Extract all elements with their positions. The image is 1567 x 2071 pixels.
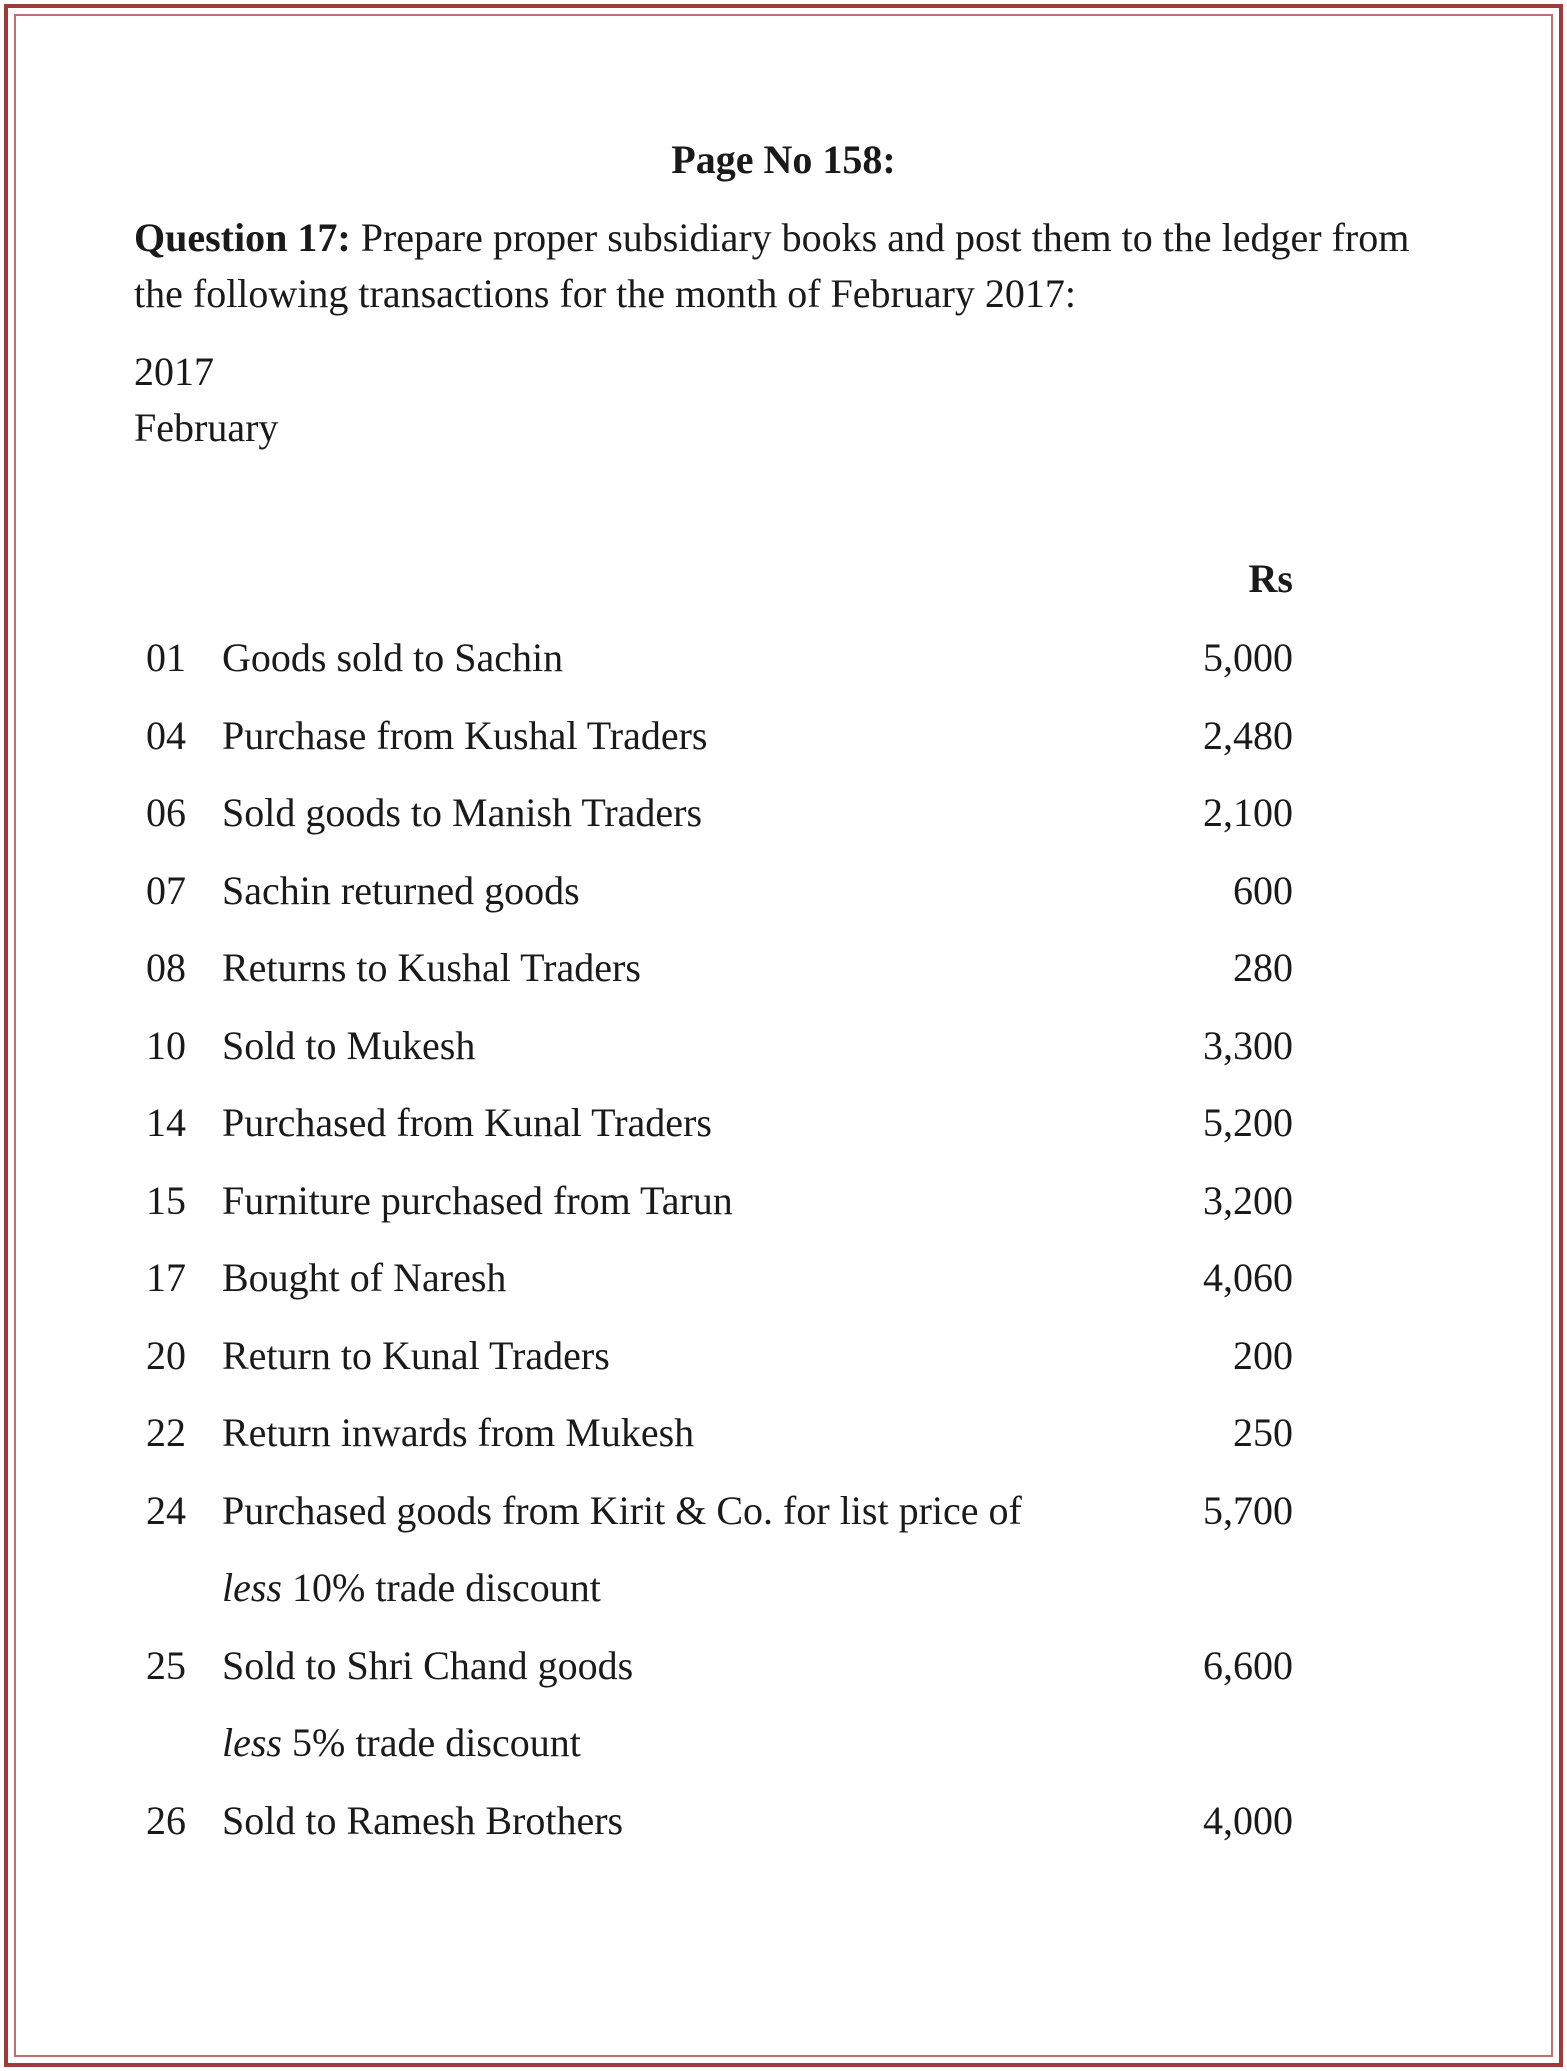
transaction-amount: 3,200 bbox=[1203, 1177, 1293, 1223]
transaction-description: Purchased from Kunal Traders bbox=[222, 1100, 712, 1145]
transaction-day: 08 bbox=[146, 945, 186, 990]
transaction-description: Furniture purchased from Tarun bbox=[222, 1177, 733, 1223]
transaction-row bbox=[0, 630, 1567, 708]
transaction-description: Sachin returned goods bbox=[222, 867, 580, 913]
transaction-description: Goods sold to Sachin bbox=[222, 635, 564, 680]
transaction-row bbox=[0, 940, 1567, 1018]
transaction-description: Sold to Shri Chand goods bbox=[222, 1642, 634, 1688]
currency-header: Rs bbox=[1248, 556, 1293, 601]
transaction-row bbox=[0, 1793, 1567, 1871]
transaction-day: 22 bbox=[146, 1410, 186, 1455]
question-body: Prepare proper subsidiary books and post them to the ledger from the following transactions for the month of February 2017: bbox=[134, 215, 1410, 316]
transaction-day: 20 bbox=[146, 1332, 186, 1378]
discount-text: 10% trade discount bbox=[282, 1565, 601, 1610]
transaction-day: 01 bbox=[146, 635, 186, 680]
transaction-amount: 5,000 bbox=[1203, 635, 1293, 680]
transaction-subline bbox=[0, 1560, 1567, 1638]
transaction-amount: 3,300 bbox=[1203, 1022, 1293, 1068]
transaction-day: 25 bbox=[146, 1642, 186, 1688]
transaction-row bbox=[0, 1250, 1567, 1328]
transaction-subline bbox=[0, 1715, 1567, 1793]
transaction-description: Sold goods to Manish Traders bbox=[222, 790, 703, 835]
transaction-amount: 280 bbox=[1233, 945, 1293, 990]
transaction-amount: 4,060 bbox=[1203, 1255, 1293, 1300]
transaction-discount-note bbox=[222, 1715, 581, 1771]
transaction-row bbox=[0, 1173, 1567, 1251]
year-label: 2017 bbox=[134, 349, 214, 394]
transaction-description: Bought of Naresh bbox=[222, 1255, 507, 1300]
transaction-row bbox=[0, 785, 1567, 863]
transaction-amount: 600 bbox=[1233, 867, 1293, 913]
transaction-amount: 5,200 bbox=[1203, 1100, 1293, 1145]
transaction-amount: 250 bbox=[1233, 1410, 1293, 1455]
question-text bbox=[134, 210, 1454, 322]
transaction-row bbox=[0, 1095, 1567, 1173]
month-label: February bbox=[134, 405, 279, 450]
transaction-amount: 200 bbox=[1233, 1332, 1293, 1378]
transaction-day: 14 bbox=[146, 1100, 186, 1145]
transaction-amount: 2,100 bbox=[1203, 790, 1293, 835]
transaction-description: Purchase from Kushal Traders bbox=[222, 712, 708, 758]
transaction-discount-note bbox=[222, 1560, 601, 1616]
transactions-list bbox=[0, 630, 1567, 1870]
transaction-description: Return inwards from Mukesh bbox=[222, 1410, 695, 1455]
transaction-amount: 5,700 bbox=[1203, 1487, 1293, 1533]
transaction-description: Return to Kunal Traders bbox=[222, 1332, 610, 1378]
transaction-row bbox=[0, 1483, 1567, 1561]
page-title: Page No 158: bbox=[671, 137, 896, 182]
transaction-row bbox=[0, 708, 1567, 786]
discount-less-word: less bbox=[222, 1720, 282, 1765]
transaction-day: 15 bbox=[146, 1177, 186, 1223]
discount-text: 5% trade discount bbox=[282, 1720, 581, 1765]
transaction-day: 07 bbox=[146, 867, 186, 913]
transaction-description: Purchased goods from Kirit & Co. for list price of bbox=[222, 1487, 1022, 1533]
transaction-row bbox=[0, 863, 1567, 941]
transaction-day: 26 bbox=[146, 1797, 186, 1843]
transaction-description: Returns to Kushal Traders bbox=[222, 945, 641, 990]
transaction-amount: 2,480 bbox=[1203, 712, 1293, 758]
transaction-row bbox=[0, 1638, 1567, 1716]
transaction-day: 17 bbox=[146, 1255, 186, 1300]
transaction-description: Sold to Mukesh bbox=[222, 1022, 476, 1068]
transaction-day: 24 bbox=[146, 1487, 186, 1533]
transaction-description: Sold to Ramesh Brothers bbox=[222, 1797, 624, 1843]
transaction-row bbox=[0, 1018, 1567, 1096]
transaction-day: 10 bbox=[146, 1022, 186, 1068]
transaction-day: 06 bbox=[146, 790, 186, 835]
transaction-day: 04 bbox=[146, 712, 186, 758]
transaction-row bbox=[0, 1328, 1567, 1406]
question-label: Question 17: bbox=[134, 215, 351, 260]
transaction-row bbox=[0, 1405, 1567, 1483]
transaction-amount: 4,000 bbox=[1203, 1797, 1293, 1843]
transaction-amount: 6,600 bbox=[1203, 1642, 1293, 1688]
discount-less-word: less bbox=[222, 1565, 282, 1610]
